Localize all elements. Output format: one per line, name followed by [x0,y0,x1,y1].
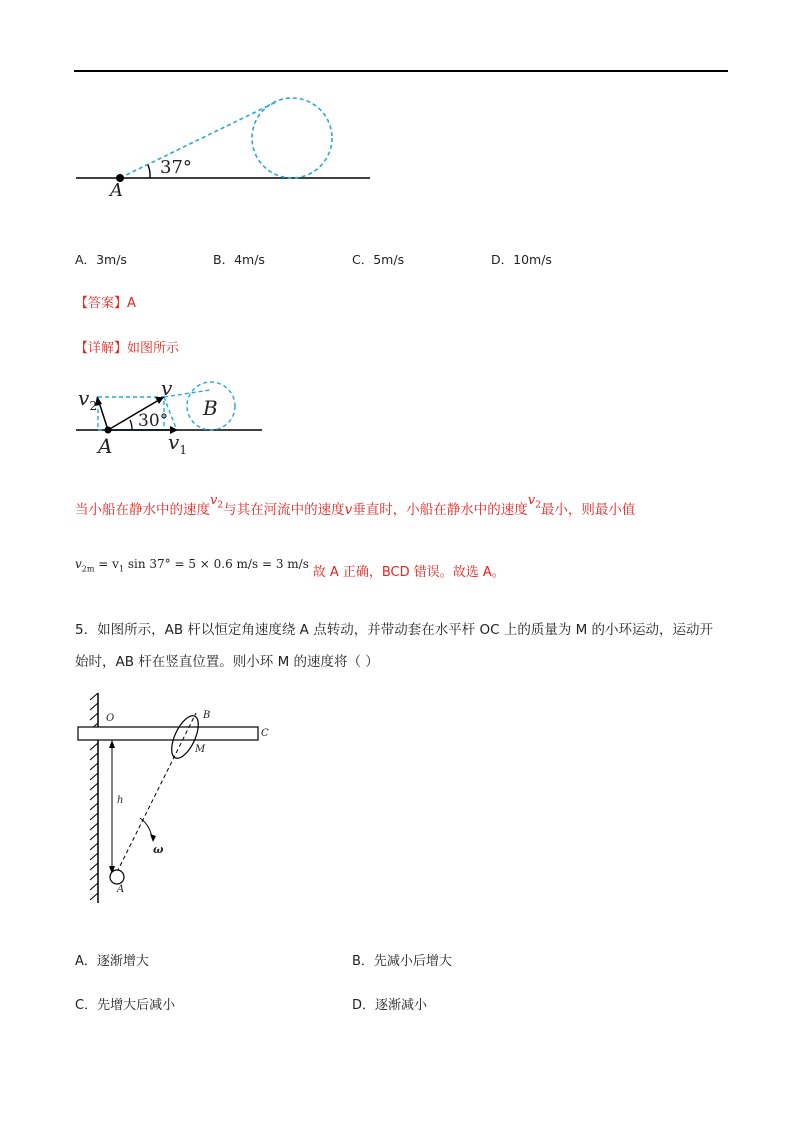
prev-option-c: C．5m/s [352,252,405,267]
fig2-label-b: B [203,396,218,420]
fig3-label-m: M [195,744,206,755]
fig2-label-v: v [161,376,173,400]
q5-option-c: C．先增大后减小 [75,998,176,1013]
prev-option-b: B．4m/s [213,252,265,267]
question-5-line1: 5．如图所示，AB 杆以恒定角速度绕 A 点转动，并带动套在水平杆 OC 上的质量为 M 的小环运动，运动开 [75,622,714,638]
fig3-label-c: C [261,728,269,739]
fig2-label-v1: $v_1$ [168,430,187,457]
fig1-angle: 37° [160,157,192,178]
fig3-label-a: A [117,884,125,895]
q5-option-b: B．先减小后增大 [352,954,452,969]
fig2-label-a: A [98,434,113,458]
prev-option-d: D．10m/s [491,252,552,267]
q5-option-d: D．逐渐减小 [352,998,428,1013]
fig2-label-v2: $v_2$ [78,386,97,413]
prev-option-a: A．3m/s [75,252,127,267]
fig3-label-o: O [106,713,115,724]
answer-line: 【答案】A [75,296,136,311]
explanation-text: 当小船在静水中的速度$v_2$与其在河流中的速度v垂直时，小船在静水中的速度$v_2$最小，则最小值 [75,493,636,518]
formula-line: $v_{2m} = v_1$ sin 37° = 5 × 0.6 m/s = 3 m/s 故 A 正确，BCD 错误。故选 A。 [75,557,505,580]
fig3-label-b: B [203,710,211,721]
fig3-label-omega: ω [153,843,164,856]
q5-option-a: A．逐渐增大 [75,954,149,969]
fig1-label-a: A [110,180,123,201]
question-5-line2: 始时，AB 杆在竖直位置。则小环 M 的速度将（ ） [75,654,379,670]
explain-heading: 【详解】如图所示 [75,341,180,356]
fig3-label-h: h [117,795,124,806]
fig2-angle: 30° [138,411,169,431]
